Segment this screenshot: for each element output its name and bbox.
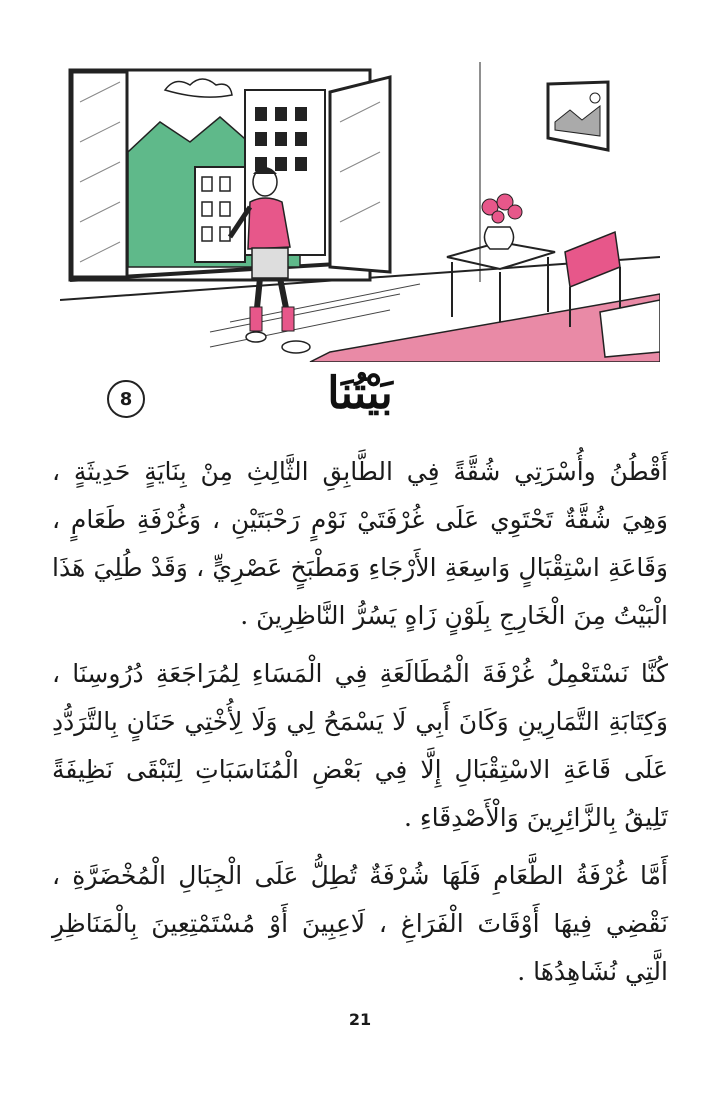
page-number: 21	[348, 1010, 372, 1029]
paragraph-3: أَمَّا غُرْفَةُ الطَّعَامِ فَلَهَا شُرْفَةٌ تُطِلُّ عَلَى الْجِبَالِ الْمُخْضَرَّةِ ، نَقْضِي فِيهَا أَوْقَاتَ الْفَرَاغِ ، لَاعِبِينَ أَوْ مُسْتَمْتِعِينَ بِالْمَنَاظِرِ الَّتِي نُشَاهِدُهَا .	[52, 861, 668, 986]
lesson-illustration	[60, 62, 660, 362]
floor-tiles	[210, 284, 420, 347]
framed-picture	[548, 82, 608, 150]
flower-vase	[482, 194, 522, 249]
paragraph-1: أَقْطُنُ وأُسْرَتِي شُقَّةً فِي الطَّابِقِ الثَّالِثِ مِنْ بِنَايَةٍ حَدِيثَةٍ ، وَهِيَ شُقَّةٌ تَحْتَوِي عَلَى غُرْفَتَيْ نَوْمٍ رَحْبَتَيْنِ ، وَغُرْفَةِ طَعَامٍ ، وَقَاعَةِ اسْتِقْبَالٍ وَاسِعَةِ الأَرْجَاءِ وَمَطْبَخٍ عَصْرِيٍّ ، وَقَدْ طُلِيَ هَذَا الْبَيْتُ مِنَ الْخَارِجِ بِلَوْنٍ زَاهٍ يَسُرُّ النَّاظِرِينَ .	[52, 457, 668, 630]
lesson-number-badge: 8	[107, 380, 145, 418]
lesson-body	[52, 448, 668, 1006]
side-table	[447, 242, 555, 322]
paragraph-2: كُنَّا نَسْتَعْمِلُ غُرْفَةَ الْمُطَالَعَةِ فِي الْمَسَاءِ لِمُرَاجَعَةِ دُرُوسِنَا ، وَكِتَابَةِ التَّمَارِينِ وَكَانَ أَبِي لَا يَسْمَحُ لِي وَلَا لِأُخْتِي حَنَانٍ بِالتَّرَدُّدِ عَلَى قَاعَةِ الاسْتِقْبَالِ إِلَّا فِي بَعْضِ الْمُنَاسَبَاتِ لِتَبْقَى نَظِيفَةً تَلِيقُ بِالزَّائِرِينَ وَالْأَصْدِقَاءِ .	[52, 659, 668, 832]
left-window-pane	[72, 72, 127, 277]
lesson-title: بَيْتُنَا	[327, 368, 393, 419]
right-window-pane	[330, 77, 390, 272]
